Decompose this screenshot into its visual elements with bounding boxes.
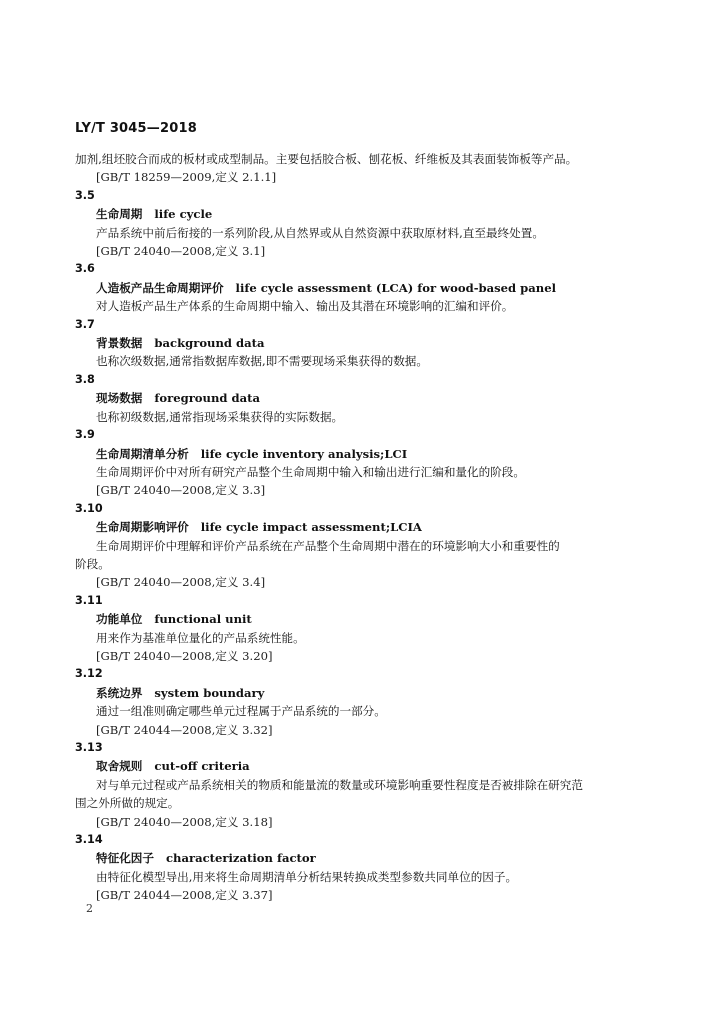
term-zh: 特征化因子 <box>96 851 154 866</box>
definition-text-continued: 围之外所做的规定。 <box>75 796 180 811</box>
term-zh: 取舍规则 <box>96 759 143 774</box>
term-zh: 背景数据 <box>96 336 143 351</box>
term-zh: 生命周期清单分析 <box>96 446 189 461</box>
definition-text: 生命周期评价中对所有研究产品整个生命周期中输入和输出进行汇编和量化的阶段。 <box>96 464 525 479</box>
term-heading <box>75 757 665 775</box>
definition-text: 对人造板产品生产体系的生命周期中输入、输出及其潜在环境影响的汇编和评价。 <box>96 299 514 314</box>
term-heading <box>75 518 665 536</box>
standard-id-header: LY/T 3045—2018 <box>75 121 197 136</box>
term-zh: 人造板产品生命周期评价 <box>96 280 224 295</box>
definition-text: 用来作为基准单位量化的产品系统性能。 <box>96 630 305 645</box>
definition-text: 也称初级数据,通常指现场采集获得的实际数据。 <box>96 409 344 424</box>
definition-text-continued: 阶段。 <box>75 556 110 571</box>
reference-text: [GB/T 24040—2008,定义 3.4] <box>96 575 266 590</box>
reference-text: [GB/T 24040—2008,定义 3.18] <box>96 814 273 829</box>
reference-text: [GB/T 24044—2008,定义 3.37] <box>96 888 273 903</box>
term-entry <box>75 665 665 739</box>
term-en: life cycle impact assessment;LCIA <box>200 520 422 535</box>
term-entry <box>75 500 665 592</box>
definition-text: 由特征化模型导出,用来将生命周期清单分析结果转换成类型参数共同单位的因子。 <box>96 869 518 884</box>
term-en: system boundary <box>154 685 265 700</box>
term-zh: 系统边界 <box>96 685 143 700</box>
term-en: foreground data <box>154 391 261 406</box>
definition-text: 产品系统中前后衔接的一系列阶段,从自然界或从自然资源中获取原材料,直至最终处置。 <box>96 225 544 240</box>
clause-number: 3.5 <box>75 188 95 202</box>
clause-number: 3.14 <box>75 833 103 847</box>
clause-number: 3.13 <box>75 741 103 754</box>
clause-number: 3.8 <box>75 372 95 386</box>
term-zh: 生命周期影响评价 <box>96 520 189 535</box>
continuation-text: 加剂,组坯胶合而成的板材或成型制品。主要包括胶合板、刨花板、纤维板及其表面装饰板等产品。 <box>75 152 578 166</box>
reference-text: [GB/T 24040—2008,定义 3.1] <box>96 244 266 259</box>
reference-text: [GB/T 24044—2008,定义 3.32] <box>96 722 273 737</box>
term-zh: 现场数据 <box>96 391 143 406</box>
term-heading <box>75 279 665 297</box>
definition-text: 也称次级数据,通常指数据库数据,即不需要现场采集获得的数据。 <box>96 354 428 369</box>
term-en: functional unit <box>154 612 252 627</box>
clause-number: 3.6 <box>75 262 95 276</box>
term-heading <box>75 849 665 867</box>
term-zh: 生命周期 <box>96 207 143 222</box>
term-en: cut-off criteria <box>154 759 250 774</box>
term-entry <box>75 260 665 315</box>
term-zh: 功能单位 <box>96 612 143 627</box>
term-heading <box>75 445 665 463</box>
clause-number: 3.11 <box>75 593 103 607</box>
terms-content <box>75 150 665 905</box>
term-en: background data <box>154 336 265 351</box>
definition-text: 通过一组准则确定哪些单元过程属于产品系统的一部分。 <box>96 704 386 719</box>
term-entry <box>75 739 665 831</box>
clause-number: 3.12 <box>75 667 103 681</box>
term-entry <box>75 592 665 666</box>
clause-number: 3.7 <box>75 317 95 331</box>
term-entry <box>75 831 665 905</box>
term-heading <box>75 389 665 407</box>
page-number: 2 <box>86 902 93 915</box>
term-en: characterization factor <box>165 851 316 866</box>
term-entry <box>75 187 665 261</box>
reference-text: [GB/T 24040—2008,定义 3.3] <box>96 483 266 498</box>
term-heading <box>75 610 665 628</box>
term-entry <box>75 426 665 500</box>
term-heading <box>75 205 665 223</box>
reference-text: [GB/T 24040—2008,定义 3.20] <box>96 648 273 663</box>
term-en: life cycle assessment (LCA) for wood-based panel <box>235 280 556 295</box>
term-heading <box>75 334 665 352</box>
clause-number: 3.9 <box>75 428 95 442</box>
clause-number: 3.10 <box>75 501 103 515</box>
term-heading <box>75 684 665 702</box>
term-en: life cycle <box>154 207 213 222</box>
term-en: life cycle inventory analysis;LCI <box>200 446 408 461</box>
term-entry <box>75 371 665 426</box>
reference-text: [GB/T 18259—2009,定义 2.1.1] <box>96 170 277 185</box>
definition-text: 对与单元过程或产品系统相关的物质和能量流的数量或环境影响重要性程度是否被排除在研究范 <box>96 777 583 792</box>
definition-text: 生命周期评价中理解和评价产品系统在产品整个生命周期中潜在的环境影响大小和重要性的 <box>96 538 560 553</box>
term-entry <box>75 316 665 371</box>
